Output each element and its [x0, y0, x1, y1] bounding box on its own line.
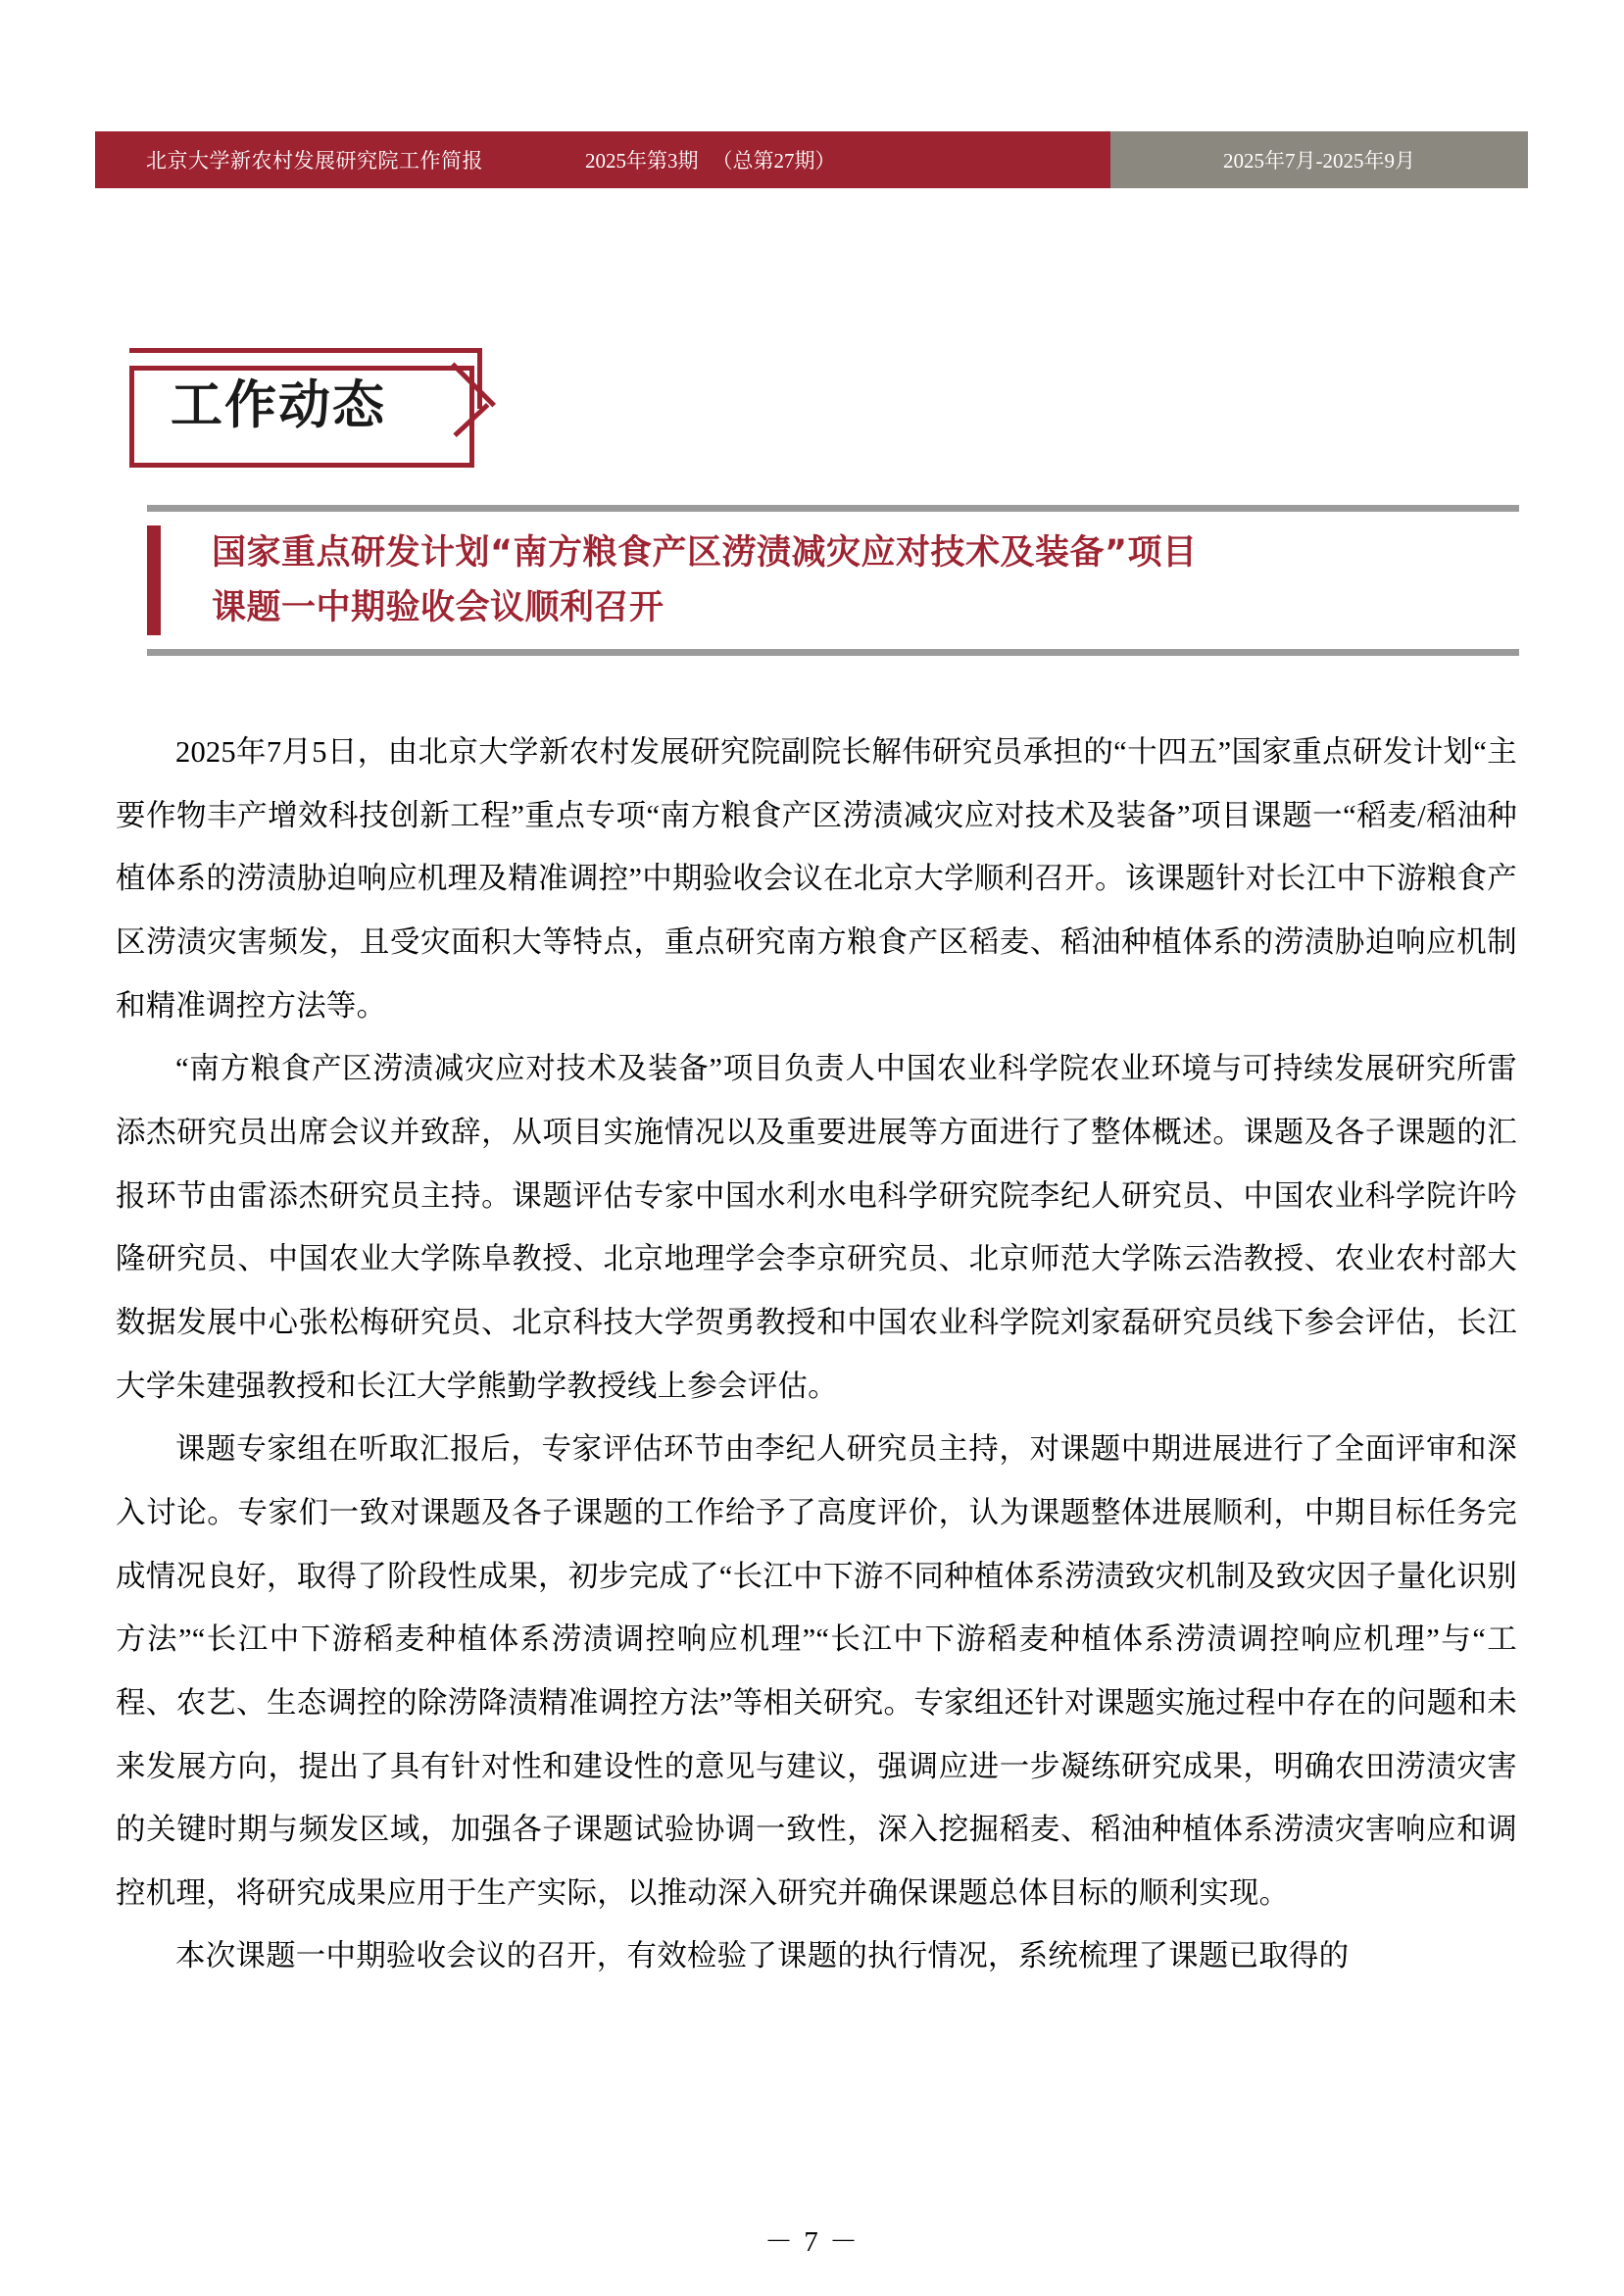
- article-body: [116, 721, 1517, 1988]
- header-gray-band: [1110, 131, 1528, 188]
- article-title-text: [212, 525, 1519, 635]
- coverage-period: 2025年7月-2025年9月: [1223, 149, 1415, 173]
- total-issue-number: （总第27期）: [712, 149, 836, 173]
- paragraph: “南方粮食产区涝渍减灾应对技术及装备”项目负责人中国农业科学院农业环境与可持续发展研究所雷添杰研究员出席会议并致辞，从项目实施情况以及重要进展等方面进行了整体概述。课题及各子课题的汇报环节由雷添杰研究员主持。课题评估专家中国水利水电科学研究院李纪人研究员、中国农业科学院许吟隆研究员、中国农业大学陈阜教授、北京地理学会李京研究员、北京师范大学陈云浩教授、农业农村部大数据发展中心张松梅研究员、北京科技大学贺勇教授和中国农业科学院刘家磊研究员线下参会评估，长江大学朱建强教授和长江大学熊勤学教授线上参会评估。: [116, 1052, 1517, 1403]
- issue-number: 2025年第3期: [585, 149, 699, 173]
- article-title-top-rule: [147, 505, 1519, 512]
- article-title-body: [147, 512, 1519, 649]
- paragraph: 本次课题一中期验收会议的召开，有效检验了课题的执行情况，系统梳理了课题已取得的: [175, 1939, 1350, 1973]
- article-title-line-1: 国家重点研发计划“南方粮食产区涝渍减灾应对技术及装备”项目: [212, 533, 1198, 573]
- publication-title: 北京大学新农村发展研究院工作简报: [146, 149, 483, 173]
- article-title-block: [147, 505, 1519, 656]
- article-title-bottom-rule: [147, 649, 1519, 656]
- page-footer: [0, 2220, 1624, 2260]
- section-top-rule: [129, 348, 480, 353]
- paragraph: 2025年7月5日，由北京大学新农村发展研究院副院长解伟研究员承担的“十四五”国家重点研发计划“主要作物丰产增效科技创新工程”重点专项“南方粮食产区涝渍减灾应对技术及装备”项目课题一“稻麦/稻油种植体系的涝渍胁迫响应机理及精准调控”中期验收会议在北京大学顺利召开。该课题针对长江中下游粮食产区涝渍灾害频发，且受灾面积大等特点，重点研究南方粮食产区稻麦、稻油种植体系的涝渍胁迫响应机制和精准调控方法等。: [116, 735, 1517, 1023]
- paragraph: 课题专家组在听取汇报后，专家评估环节由李纪人研究员主持，对课题中期进展进行了全面评审和深入讨论。专家们一致对课题及各子课题的工作给予了高度评价，认为课题整体进展顺利，中期目标任务完成情况良好，取得了阶段性成果，初步完成了“长江中下游不同种植体系涝渍致灾机制及致灾因子量化识别方法”“长江中下游稻麦种植体系涝渍调控响应机理”“长江中下游稻麦种植体系涝渍调控响应机理”与“工程、农艺、生态调控的除涝降渍精准调控方法”等相关研究。专家组还针对课题实施过程中存在的问题和未来发展方向，提出了具有针对性和建设性的意见与建议，强调应进一步凝练研究成果，明确农田涝渍灾害的关键时期与频发区域，加强各子课题试验协调一致性，深入挖掘稻麦、稻油种植体系涝渍灾害响应和调控机理，将研究成果应用于生产实际，以推动深入研究并确保课题总体目标的顺利实现。: [116, 1432, 1517, 1910]
- article-title-line-2: 课题一中期验收会议顺利召开: [212, 588, 664, 627]
- section-heading: [127, 348, 539, 474]
- section-fold-vertical-icon: [477, 348, 482, 409]
- page-number: － 7 －: [763, 2226, 860, 2258]
- header-red-band: [95, 131, 1110, 188]
- running-header: [95, 131, 1528, 188]
- section-heading-label: 工作动态: [171, 375, 386, 435]
- article-title-accent-bar: [147, 525, 161, 635]
